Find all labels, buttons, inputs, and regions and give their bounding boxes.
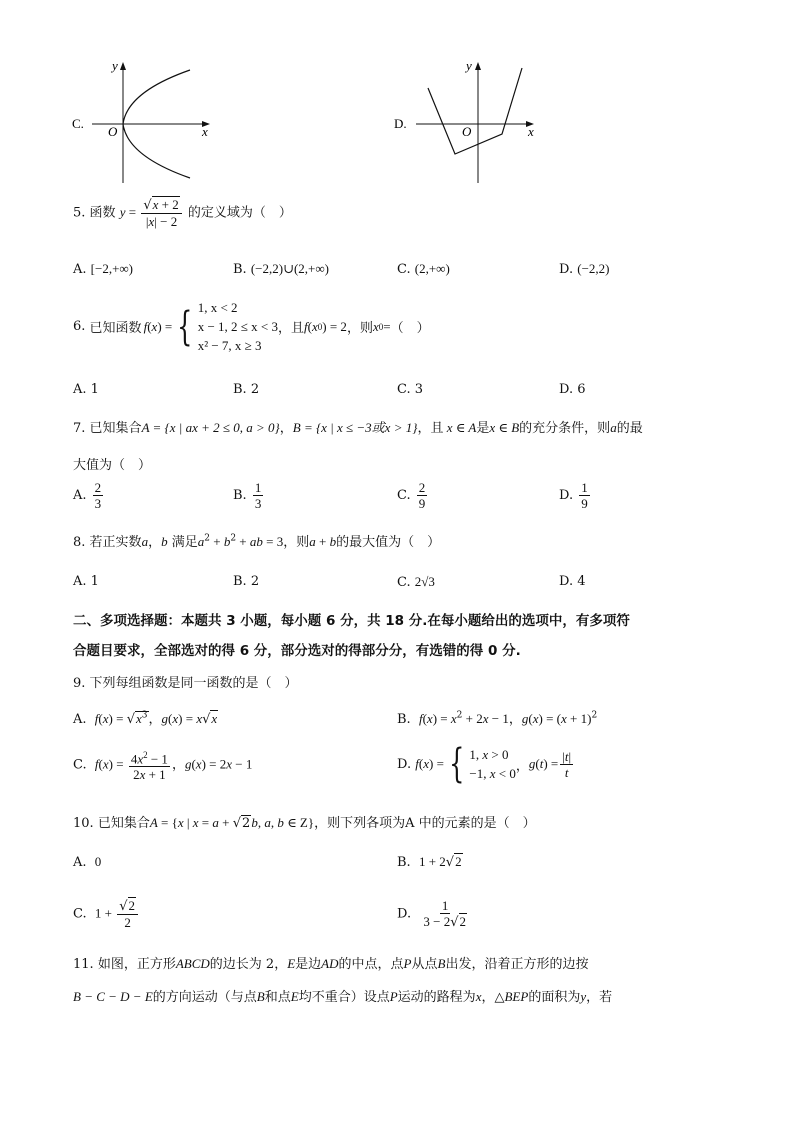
q11-number: 11.	[73, 957, 94, 972]
q9-stem: 9. 下列每组函数是同一函数的是（ ）	[73, 676, 298, 691]
graph-d-y-arrow	[475, 62, 481, 70]
q5-option-b[interactable]: B. (−2,2)∪(2,+∞)	[233, 261, 329, 277]
graph-d-origin: O	[462, 124, 472, 139]
q10-option-d[interactable]: D. $\frac{1}{3 - 2√2}$	[397, 898, 466, 930]
q8-stem: 8. 若正实数a，b 满足$a^2 + b^2$ + ab = 3，则a + b的最大值为（ ）	[73, 533, 441, 550]
q6-option-b[interactable]: B. 2	[233, 382, 260, 397]
q5-function-fraction: $\frac{√x + 2}{|x| - 2}$	[141, 197, 181, 229]
q9-option-a[interactable]: A. $f(x) = √x^3$，g(x) = x√x	[73, 710, 218, 727]
q6-stem: 6. 已知函数 f ( x ) = { 1, x < 2 x − 1, 2 ≤ x < 3 x² − 7, x ≥ 3 ，且 f ( x 0 ) = 2 ，则 x 0 = （ ）	[73, 300, 430, 353]
q7-option-d[interactable]: D. $\frac{1}{9}$	[559, 480, 588, 511]
q5-stem-post: 的定义域为（ ）	[187, 205, 292, 221]
q6-number: 6.	[73, 319, 86, 334]
q5-option-d[interactable]: D. (−2,2)	[559, 261, 610, 277]
graph-d-curve	[428, 68, 522, 154]
q5-option-a[interactable]: A. [−2,+∞)	[73, 261, 134, 277]
q6-case-1: 1, x < 2	[197, 300, 238, 315]
graph-c-label: C.	[72, 116, 84, 131]
q7-option-b[interactable]: B. $\frac{1}{3}$	[233, 480, 262, 511]
q5-stem-pre: 函数	[89, 205, 116, 221]
q7-stem-line1: 7. 已知集合A = {x | ax + 2 ≤ 0, a > 0}，B = {x | x ≤ −3或x > 1}，且 x ∈ A是x ∈ B的充分条件，则a的最	[73, 420, 643, 436]
q8-option-c[interactable]: C. 2√3	[397, 574, 435, 590]
q10-option-c[interactable]: C. 1 + $\frac{√2}{2}$	[73, 898, 140, 930]
section2-heading-line2: 合题目要求，全部选对的得 6 分，部分选对的得部分分，有选错的得 0 分.	[73, 643, 521, 659]
graph-c	[70, 58, 230, 188]
section2-heading-line1: 二、多项选择题：本题共 3 小题，每小题 6 分，共 18 分.在每小题给出的选项中，有多项符	[73, 613, 630, 629]
graph-c-x-label: x	[202, 124, 208, 139]
q11-line2: B − C − D − E的方向运动（与点B和点E均不重合）设点P运动的路程为x，△BEP的面积为y，若	[73, 989, 613, 1005]
q6-option-c[interactable]: C. 3	[397, 382, 424, 397]
q7-option-c[interactable]: C. $\frac{2}{9}$	[397, 480, 426, 511]
graph-d-y-label: y	[466, 58, 472, 73]
graph-d-label: D.	[394, 116, 407, 131]
q11-line1: 11. 如图，正方形ABCD的边长为 2，E是边AD的中点，点P从点B出发，沿着正方形的边按	[73, 956, 589, 972]
q6-case-3: x² − 7, x ≥ 3	[197, 338, 262, 353]
q6-stem-pre: 已知函数	[89, 321, 142, 336]
q9-option-d[interactable]: D. f ( x ) = { 1, x > 0 −1, x < 0 ， g ( t ) = $\frac{|t|}{t}$	[397, 741, 572, 787]
q9-number: 9.	[73, 676, 86, 691]
q10-option-a[interactable]: A. 0	[73, 854, 102, 870]
q10-option-b[interactable]: B. 1 + 2√2	[397, 854, 462, 870]
q5-stem: 5. 函数 y = $\frac{√x + 2}{|x| - 2}$ 的定义域为（ ）	[73, 197, 292, 229]
q5-number: 5.	[73, 205, 86, 221]
graph-c-origin: O	[108, 124, 118, 139]
q8-option-a[interactable]: A. 1	[73, 574, 99, 589]
q8-number: 8.	[73, 535, 86, 550]
q8-option-b[interactable]: B. 2	[233, 574, 260, 589]
graph-c-y-arrow	[120, 62, 126, 70]
q6-option-a[interactable]: A. 1	[73, 382, 99, 397]
q6-piecewise-cases	[198, 298, 278, 355]
q9-option-c[interactable]: C. f(x) = $\frac{4x^2 - 1}{2x + 1}$ ，g(x) = 2x − 1	[73, 750, 253, 783]
q7-option-a[interactable]: A. $\frac{2}{3}$	[73, 480, 102, 511]
q10-stem: 10. 已知集合A = {x | x = a + √2b, a, b ∈ Z}，则下列各项为A 中的元素的是（ ）	[73, 815, 536, 831]
q5-option-c[interactable]: C. (2,+∞)	[397, 261, 450, 277]
q6-option-d[interactable]: D. 6	[559, 382, 586, 397]
graph-d-x-label: x	[528, 124, 534, 139]
q7-stem-line2: 大值为（ ）	[73, 458, 152, 473]
graph-d	[392, 58, 552, 188]
graph-c-y-label: y	[112, 58, 118, 73]
q7-set-b: B = {x | x ≤ −3或x > 1}	[292, 420, 418, 435]
q9-option-b[interactable]: B. $f(x) = x^2 + 2x - 1$，$g(x) = (x + 1)^2$	[397, 710, 598, 727]
q8-option-d[interactable]: D. 4	[559, 574, 586, 589]
q7-set-a: A = {x | ax + 2 ≤ 0, a > 0}	[141, 420, 280, 435]
q6-case-2: x − 1, 2 ≤ x < 3	[197, 319, 278, 334]
q10-number: 10.	[73, 816, 94, 831]
q7-number: 7.	[73, 421, 86, 436]
